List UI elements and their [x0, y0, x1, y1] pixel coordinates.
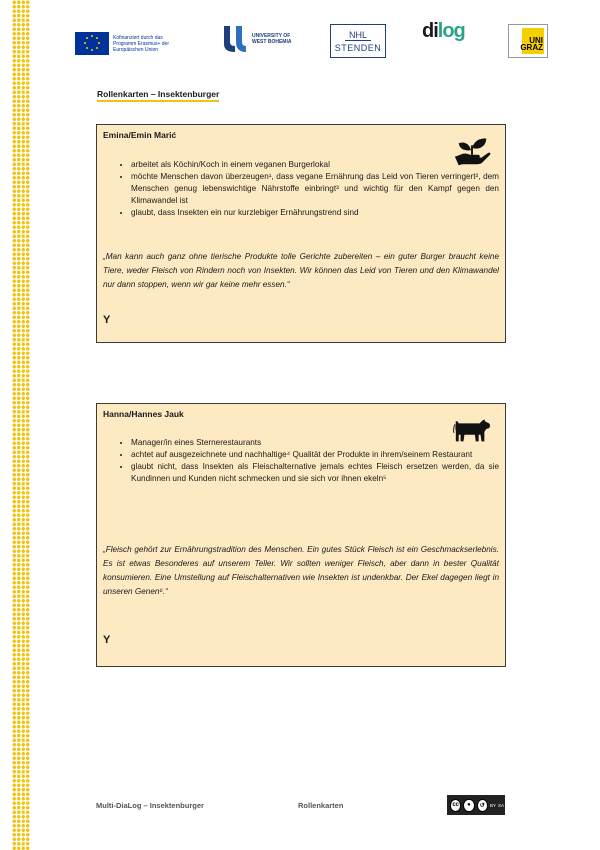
uni-graz-text: UNI GRAZ — [520, 36, 543, 52]
cc-icon: cc — [450, 799, 461, 812]
role-card — [96, 124, 506, 343]
document-title: Rollenkarten – Insektenburger — [97, 89, 219, 102]
role-name: Hanna/Hannes Jauk — [103, 409, 184, 419]
nhl-stenden-logo — [330, 24, 386, 58]
role-name: Emina/Emin Marić — [103, 130, 177, 140]
role-quote: „Fleisch gehört zur Ernährungstradition des Menschen. Ein gutes Stück Fleisch ist ein Geschmackserlebnis. Es ist etwas Besonderes auf unserem Teller. Wir sollten weniger Fleisch, aber dann in bester Qualität konsumieren. Eine Umstellung auf Fleischalternativen wie Insekten ist undenkbar. Der Ekel dagegen liegt in unseren Genen⁶.“ — [103, 545, 499, 596]
role-signature: Y — [103, 314, 111, 326]
role-quote: „Man kann auch ganz ohne tierische Produkte tolle Gerichte zubereiten – ein guter Burger braucht keine Tiere, weder Fleisch von Rindern noch von Insekten. Wir können das Leid von Tieren und den Klimawandel nur dann stoppen, wenn wir gar keine mehr essen.“ — [103, 252, 499, 289]
footer-project-title: Multi-DiaLog – Insektenburger — [96, 801, 204, 810]
stenden-text: STENDEN — [334, 43, 382, 53]
uwb-text: UNIVERSITY OF WEST BOHEMIA — [252, 33, 292, 45]
role-card — [96, 403, 506, 667]
by-icon: ● — [463, 799, 474, 812]
sa-icon: ↺ — [477, 799, 488, 812]
role-bullet-list — [117, 437, 499, 485]
list-item: • möchte Menschen davon überzeugen¹, dass vegane Ernährung das Leid von Tieren verringert², dem Menschen genug lebenswichtige Nährstoffe einbringt³ und wichtig für den Kampf gegen den Klimawandel ist — [131, 171, 499, 207]
eu-funding-text: Kofinanziert durch das Programm Erasmus+ der Europäischen Union — [113, 34, 169, 53]
uwb-logo — [222, 24, 292, 54]
list-item: • glaubt nicht, dass Insekten als Fleischalternative jemals echtes Fleisch ersetzen werden, da sie Kundinnen und Kunden nicht schmecken und sie sich vor ihnen ekeln⁵ — [131, 461, 499, 485]
nhl-text: NHL — [345, 30, 371, 41]
footer-section-title: Rollenkarten — [298, 801, 344, 810]
dialog-logo — [422, 20, 465, 43]
eu-flag-icon — [75, 32, 109, 55]
uni-graz-logo — [508, 24, 548, 58]
list-item: • achtet auf ausgezeichnete und nachhaltige⁴ Qualität der Produkte in ihrem/seinem Restaurant — [131, 449, 499, 461]
list-item: • Manager/in eines Sternerestaurants — [131, 437, 499, 449]
list-item: • glaubt, dass Insekten ein nur kurzlebiger Ernährungstrend sind — [131, 207, 499, 219]
dialog-logo-part-2: log — [437, 20, 465, 42]
cc-license-badge — [447, 795, 505, 815]
logo-bar — [0, 20, 600, 60]
uwb-mark-icon — [222, 24, 248, 54]
by-label: BY — [489, 802, 496, 808]
dialog-logo-part-1: di — [422, 20, 438, 42]
decorative-dot-strip — [12, 0, 30, 850]
role-signature: Y — [103, 634, 111, 646]
list-item: • arbeitet als Köchin/Koch in einem veganen Burgerlokal — [131, 159, 499, 171]
role-bullet-list — [117, 159, 499, 219]
eu-logo — [75, 32, 183, 55]
sa-label: SA — [498, 802, 505, 808]
